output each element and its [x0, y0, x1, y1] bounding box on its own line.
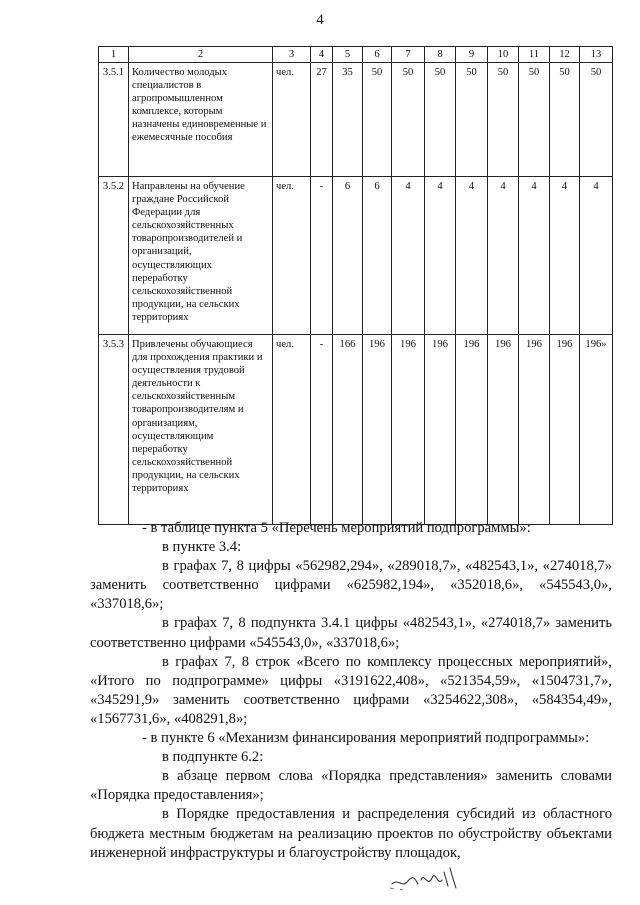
indicators-table — [98, 46, 613, 525]
paragraph: в графах 7, 8 подпункта 3.4.1 цифры «482543,1», «274018,7» заменить соответственно цифрами «545543,0», «337018,6»; — [90, 615, 612, 651]
row-value: 196 — [519, 335, 550, 525]
row-value: - — [311, 177, 333, 335]
column-header: 13 — [580, 47, 613, 63]
column-header: 9 — [456, 47, 488, 63]
row-value: 4 — [425, 177, 456, 335]
row-unit: чел. — [273, 63, 311, 177]
column-header: 8 — [425, 47, 456, 63]
column-header: 3 — [273, 47, 311, 63]
row-value: 50 — [488, 63, 519, 177]
amendment-text — [90, 519, 612, 863]
row-value: 6 — [333, 177, 363, 335]
row-value: 4 — [580, 177, 613, 335]
column-header: 7 — [392, 47, 425, 63]
row-value: 4 — [456, 177, 488, 335]
page-number: 4 — [316, 12, 324, 28]
table-row — [99, 63, 613, 177]
paragraph: в графах 7, 8 строк «Всего по комплексу процессных мероприятий», «Итого по подпрограмме» цифры «3191622,408», «521354,59», «1504731,7», «345291,9» заменить соответственно цифрами «3254622,308», «584354,49», «1567731,6», «408291,8»; — [90, 653, 612, 727]
row-value: 196 — [550, 335, 580, 525]
paragraph: в пункте 3.4: — [162, 539, 242, 556]
column-header: 10 — [488, 47, 519, 63]
row-value: 6 — [363, 177, 392, 335]
row-value: 4 — [488, 177, 519, 335]
row-value: 4 — [392, 177, 425, 335]
row-id: 3.5.1 — [99, 63, 129, 177]
column-header: 4 — [311, 47, 333, 63]
row-unit: чел. — [273, 177, 311, 335]
row-value: - — [311, 335, 333, 525]
paragraph: в графах 7, 8 цифры «562982,294», «289018,7», «482543,1», «274018,7» заменить соответственно цифрами «625982,194», «352018,6», «545543,0», «337018,6»; — [90, 558, 612, 613]
row-value: 50 — [519, 63, 550, 177]
table-row — [99, 177, 613, 335]
row-value: 4 — [519, 177, 550, 335]
row-value: 50 — [363, 63, 392, 177]
column-header: 12 — [550, 47, 580, 63]
paragraph: в Порядке предоставления и распределения субсидий из областного бюджета местным бюджетам на реализацию проектов по обустройству объектами инженерной инфраструктуры и благоустройству площадок, — [90, 806, 612, 861]
column-header: 5 — [333, 47, 363, 63]
row-value: 166 — [333, 335, 363, 525]
row-value: 196 — [363, 335, 392, 525]
row-value: 196» — [580, 335, 613, 525]
paragraph: - в таблице пункта 5 «Перечень мероприятий подпрограммы»: — [142, 520, 531, 536]
row-unit: чел. — [273, 335, 311, 525]
column-header: 1 — [99, 47, 129, 63]
row-description: Количество молодых специалистов в агропромышленном комплексе, которым назначены единовременные и ежемесячные пособия — [129, 63, 273, 177]
row-value: 196 — [392, 335, 425, 525]
column-header: 11 — [519, 47, 550, 63]
table-row — [99, 335, 613, 525]
paragraph: в подпункте 6.2: — [162, 749, 264, 766]
row-value: 27 — [311, 63, 333, 177]
column-header: 6 — [363, 47, 392, 63]
row-id: 3.5.3 — [99, 335, 129, 525]
row-value: 196 — [456, 335, 488, 525]
row-description: Привлечены обучающиеся для прохождения практики и осуществления трудовой деятельности к сельскохозяйственным товаропроизводителям и организациям, осуществляющим переработку сельскохозяйственной продукции, на сельских территориях — [129, 335, 273, 525]
row-value: 50 — [392, 63, 425, 177]
paragraph: - в пункте 6 «Механизм финансирования мероприятий подпрограммы»: — [142, 730, 590, 747]
handwritten-mark — [388, 858, 458, 894]
row-value: 50 — [456, 63, 488, 177]
row-value: 50 — [425, 63, 456, 177]
table-header-row — [99, 47, 613, 63]
paragraph: в абзаце первом слова «Порядка представления» заменить словами «Порядка предоставления»; — [90, 768, 612, 804]
row-value: 50 — [580, 63, 613, 177]
row-id: 3.5.2 — [99, 177, 129, 335]
column-header: 2 — [129, 47, 273, 63]
row-value: 196 — [425, 335, 456, 525]
row-value: 50 — [550, 63, 580, 177]
row-description: Направлены на обучение граждане Российской Федерации для сельскохозяйственных товаропроизводителей и организаций, осуществляющих переработку сельскохозяйственной продукции, на сельских территориях — [129, 177, 273, 335]
row-value: 196 — [488, 335, 519, 525]
row-value: 35 — [333, 63, 363, 177]
row-value: 4 — [550, 177, 580, 335]
